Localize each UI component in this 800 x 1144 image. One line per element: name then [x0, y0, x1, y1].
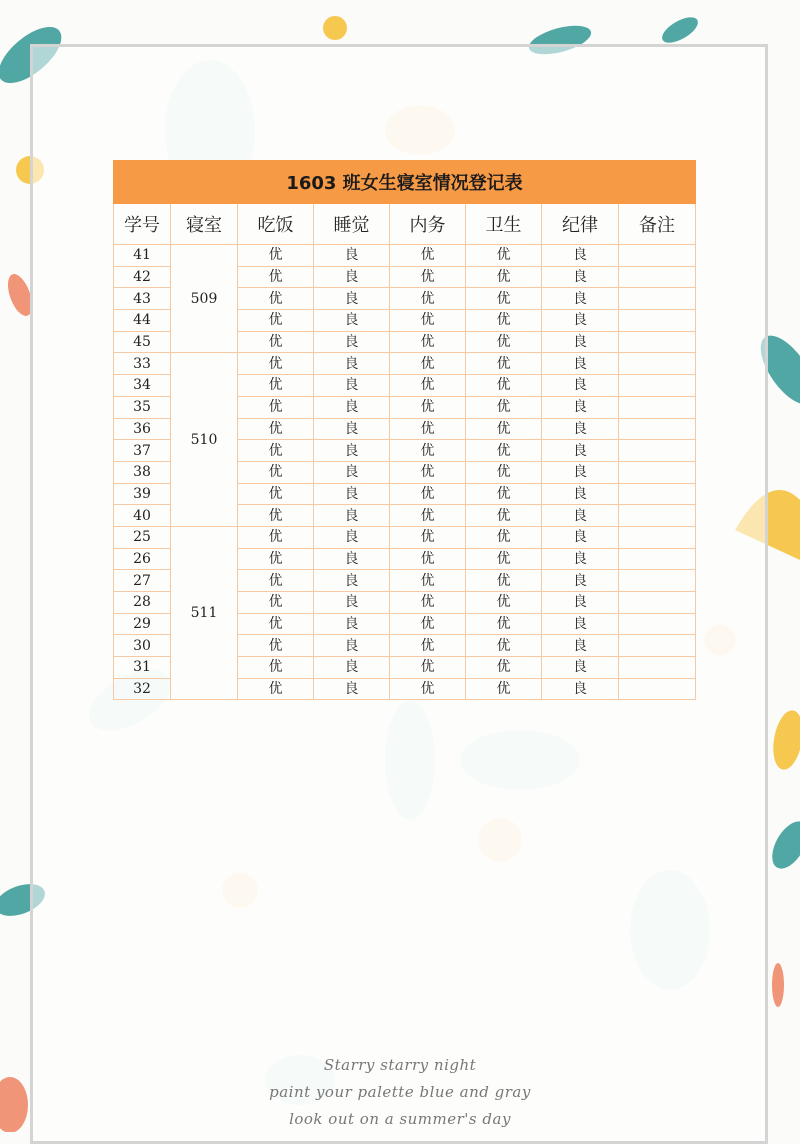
student-id-cell: 31 [114, 657, 171, 679]
remark-cell [619, 266, 696, 288]
student-id-cell: 43 [114, 288, 171, 310]
remark-cell [619, 353, 696, 375]
rating-cell: 优 [390, 375, 466, 397]
rating-cell: 优 [238, 353, 314, 375]
rating-cell: 优 [390, 548, 466, 570]
rating-cell: 良 [542, 288, 619, 310]
student-id-cell: 32 [114, 678, 171, 700]
rating-cell: 优 [390, 288, 466, 310]
rating-cell: 良 [314, 613, 390, 635]
remark-cell [619, 635, 696, 657]
column-header: 寝室 [171, 204, 238, 245]
student-id-cell: 30 [114, 635, 171, 657]
remark-cell [619, 505, 696, 527]
rating-cell: 良 [314, 483, 390, 505]
rating-cell: 优 [238, 592, 314, 614]
rating-cell: 优 [390, 310, 466, 332]
rating-cell: 良 [542, 570, 619, 592]
rating-cell: 优 [390, 505, 466, 527]
rating-cell: 优 [238, 657, 314, 679]
column-header: 睡觉 [314, 204, 390, 245]
rating-cell: 优 [466, 635, 542, 657]
rating-cell: 良 [314, 505, 390, 527]
rating-cell: 优 [238, 483, 314, 505]
rating-cell: 优 [238, 526, 314, 548]
rating-cell: 良 [314, 288, 390, 310]
room-cell: 511 [171, 526, 238, 700]
remark-cell [619, 657, 696, 679]
rating-cell: 优 [238, 418, 314, 440]
rating-cell: 优 [466, 331, 542, 353]
column-header: 学号 [114, 204, 171, 245]
rating-cell: 优 [238, 635, 314, 657]
rating-cell: 良 [542, 526, 619, 548]
rating-cell: 良 [314, 418, 390, 440]
table-row [114, 526, 696, 548]
rating-cell: 良 [542, 245, 619, 267]
student-id-cell: 41 [114, 245, 171, 267]
rating-cell: 良 [542, 418, 619, 440]
rating-cell: 优 [390, 592, 466, 614]
rating-cell: 优 [390, 678, 466, 700]
rating-cell: 优 [238, 310, 314, 332]
footer-line-3: look out on a summer's day [289, 1110, 511, 1128]
room-cell: 510 [171, 353, 238, 527]
rating-cell: 优 [466, 418, 542, 440]
rating-cell: 良 [542, 461, 619, 483]
rating-cell: 优 [238, 548, 314, 570]
rating-cell: 良 [314, 310, 390, 332]
rating-cell: 优 [238, 613, 314, 635]
rating-cell: 优 [466, 353, 542, 375]
column-header: 卫生 [466, 204, 542, 245]
rating-cell: 优 [390, 353, 466, 375]
remark-cell [619, 548, 696, 570]
rating-cell: 良 [314, 396, 390, 418]
rating-cell: 优 [466, 613, 542, 635]
remark-cell [619, 396, 696, 418]
rating-cell: 良 [542, 613, 619, 635]
rating-cell: 优 [390, 613, 466, 635]
remark-cell [619, 440, 696, 462]
remark-cell [619, 613, 696, 635]
student-id-cell: 45 [114, 331, 171, 353]
footer-line-1: Starry starry night [323, 1056, 477, 1074]
remark-cell [619, 461, 696, 483]
rating-cell: 优 [238, 678, 314, 700]
rating-cell: 优 [466, 461, 542, 483]
student-id-cell: 34 [114, 375, 171, 397]
column-header: 吃饭 [238, 204, 314, 245]
rating-cell: 良 [542, 592, 619, 614]
rating-cell: 优 [390, 483, 466, 505]
student-id-cell: 36 [114, 418, 171, 440]
remark-cell [619, 245, 696, 267]
footer-line-2: paint your palette blue and gray [269, 1083, 531, 1101]
rating-cell: 优 [390, 461, 466, 483]
rating-cell: 良 [314, 570, 390, 592]
rating-cell: 优 [466, 310, 542, 332]
table-title: 1603 班女生寝室情况登记表 [114, 161, 696, 204]
student-id-cell: 29 [114, 613, 171, 635]
rating-cell: 良 [314, 353, 390, 375]
rating-cell: 良 [314, 678, 390, 700]
rating-cell: 良 [314, 548, 390, 570]
student-id-cell: 37 [114, 440, 171, 462]
rating-cell: 优 [466, 570, 542, 592]
rating-cell: 良 [542, 266, 619, 288]
rating-cell: 良 [542, 678, 619, 700]
rating-cell: 优 [466, 375, 542, 397]
remark-cell [619, 331, 696, 353]
rating-cell: 优 [466, 245, 542, 267]
rating-cell: 优 [238, 440, 314, 462]
rating-cell: 优 [390, 418, 466, 440]
rating-cell: 良 [542, 657, 619, 679]
rating-cell: 优 [466, 288, 542, 310]
rating-cell: 优 [466, 592, 542, 614]
rating-cell: 良 [542, 353, 619, 375]
rating-cell: 良 [314, 526, 390, 548]
student-id-cell: 35 [114, 396, 171, 418]
student-id-cell: 39 [114, 483, 171, 505]
rating-cell: 良 [314, 375, 390, 397]
remark-cell [619, 592, 696, 614]
rating-cell: 良 [314, 440, 390, 462]
rating-cell: 良 [542, 331, 619, 353]
remark-cell [619, 570, 696, 592]
rating-cell: 优 [466, 483, 542, 505]
rating-cell: 优 [238, 331, 314, 353]
rating-cell: 优 [390, 635, 466, 657]
rating-cell: 良 [314, 657, 390, 679]
rating-cell: 优 [390, 440, 466, 462]
rating-cell: 优 [466, 396, 542, 418]
rating-cell: 良 [314, 635, 390, 657]
student-id-cell: 44 [114, 310, 171, 332]
student-id-cell: 25 [114, 526, 171, 548]
table-body [114, 245, 696, 700]
rating-cell: 优 [466, 505, 542, 527]
header-row [114, 204, 696, 245]
rating-cell: 良 [542, 440, 619, 462]
remark-cell [619, 288, 696, 310]
student-id-cell: 26 [114, 548, 171, 570]
rating-cell: 良 [542, 548, 619, 570]
rating-cell: 优 [466, 440, 542, 462]
rating-cell: 良 [542, 483, 619, 505]
rating-cell: 优 [238, 505, 314, 527]
rating-cell: 优 [466, 657, 542, 679]
rating-cell: 优 [238, 266, 314, 288]
column-header: 内务 [390, 204, 466, 245]
column-header: 纪律 [542, 204, 619, 245]
rating-cell: 良 [314, 331, 390, 353]
remark-cell [619, 526, 696, 548]
rating-cell: 优 [390, 245, 466, 267]
rating-cell: 良 [314, 592, 390, 614]
student-id-cell: 38 [114, 461, 171, 483]
student-id-cell: 28 [114, 592, 171, 614]
rating-cell: 优 [390, 657, 466, 679]
rating-cell: 优 [466, 548, 542, 570]
rating-cell: 良 [542, 635, 619, 657]
student-id-cell: 27 [114, 570, 171, 592]
remark-cell [619, 375, 696, 397]
rating-cell: 优 [466, 678, 542, 700]
rating-cell: 良 [542, 505, 619, 527]
column-header: 备注 [619, 204, 696, 245]
rating-cell: 良 [314, 245, 390, 267]
rating-cell: 优 [238, 375, 314, 397]
table-row [114, 245, 696, 267]
remark-cell [619, 310, 696, 332]
rating-cell: 优 [390, 526, 466, 548]
rating-cell: 优 [238, 570, 314, 592]
rating-cell: 良 [542, 396, 619, 418]
rating-cell: 良 [542, 310, 619, 332]
room-cell: 509 [171, 245, 238, 353]
remark-cell [619, 418, 696, 440]
student-id-cell: 33 [114, 353, 171, 375]
rating-cell: 优 [238, 396, 314, 418]
remark-cell [619, 678, 696, 700]
student-id-cell: 42 [114, 266, 171, 288]
rating-cell: 优 [238, 461, 314, 483]
table-row [114, 353, 696, 375]
rating-cell: 优 [390, 331, 466, 353]
student-id-cell: 40 [114, 505, 171, 527]
rating-cell: 优 [466, 526, 542, 548]
rating-cell: 优 [390, 570, 466, 592]
rating-cell: 良 [542, 375, 619, 397]
rating-cell: 优 [390, 266, 466, 288]
rating-cell: 优 [238, 288, 314, 310]
rating-cell: 优 [390, 396, 466, 418]
dorm-register-table [113, 160, 696, 700]
rating-cell: 良 [314, 266, 390, 288]
rating-cell: 优 [238, 245, 314, 267]
rating-cell: 良 [314, 461, 390, 483]
remark-cell [619, 483, 696, 505]
rating-cell: 优 [466, 266, 542, 288]
